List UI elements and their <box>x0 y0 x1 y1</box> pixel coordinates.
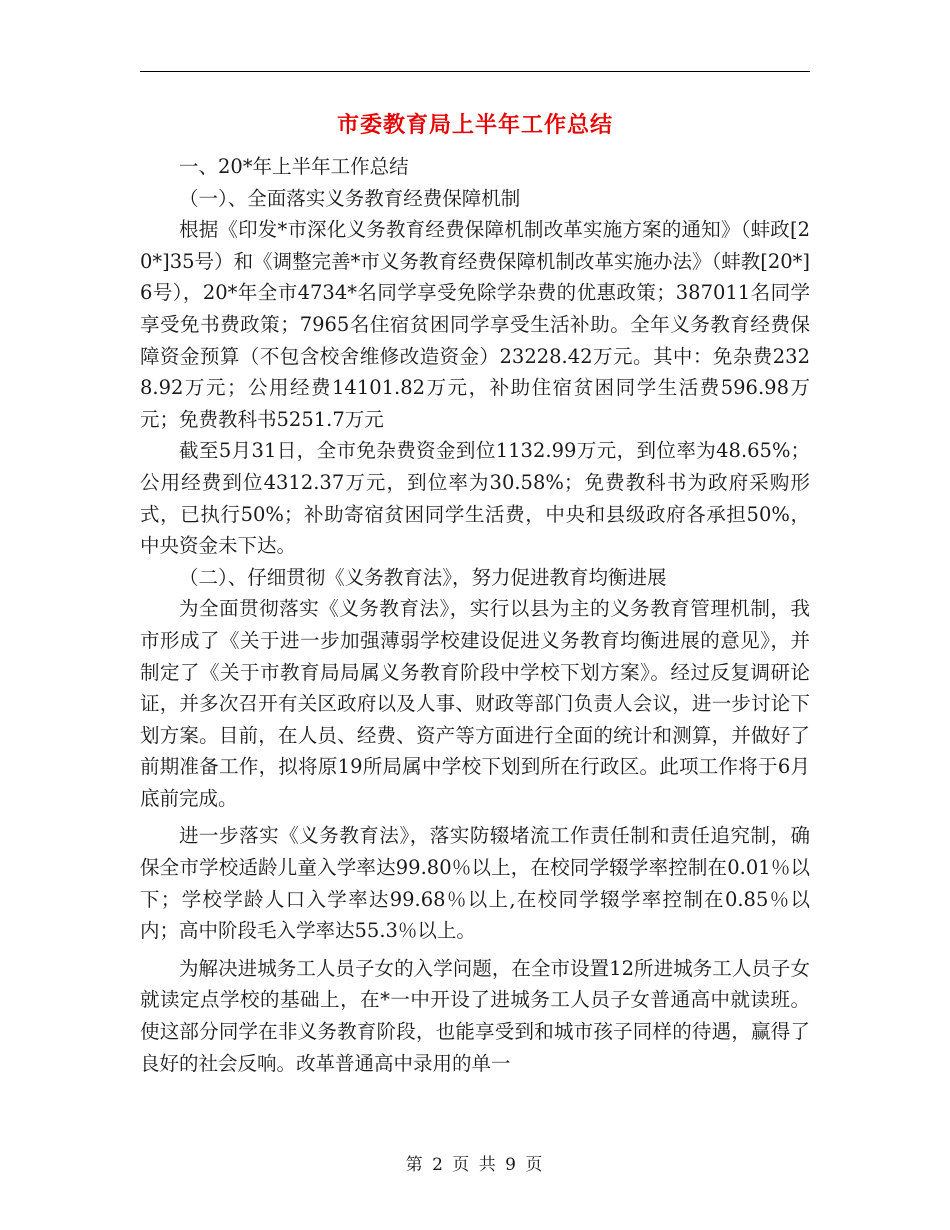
paragraph: 进一步落实《义务教育法》，落实防辍堵流工作责任制和责任追究制，确保全市学校适龄儿童入学率达99.80％以上，在校同学辍学率控制在0.01％以下；学校学龄人口入学率达99.68％以上,在校同学辍学率控制在0.85％以内；高中阶段毛入学率达55.3％以上。 <box>140 824 810 943</box>
header-rule <box>140 71 810 72</box>
section-heading: 一、20*年上半年工作总结 <box>179 155 409 178</box>
page-number-footer: 第 2 页 共 9 页 <box>405 1155 545 1175</box>
subsection-heading: （一）、全面落实义务教育经费保障机制 <box>179 186 521 210</box>
document-body <box>140 151 810 1079</box>
paragraph: 根据《印发*市深化义务教育经费保障机制改革实施方案的通知》（蚌政[20*]35号）和《调整完善*市义务教育经费保障机制改革实施办法》（蚌教[20*]6号），20*年全市4734*名同学享受免除学杂费的优惠政策；387011名同学享受免书费政策；7965名住宿贫困同学享受生活补助。全年义务教育经费保障资金预算（不包含校舍维修改造资金）23228.42万元。其中：免杂费2328.92万元；公用经费14101.82万元，补助住宿贫困同学生活费596.98万元；免费教科书5251.7万元 <box>140 218 810 431</box>
document-title: 市委教育局上半年工作总结 <box>336 112 613 138</box>
subsection-heading: （二）、仔细贯彻《义务教育法》，努力促进教育均衡进展 <box>179 565 667 589</box>
paragraph: 为解决进城务工人员子女的入学问题，在全市设置12所进城务工人员子女就读定点学校的基础上，在*一中开设了进城务工人员子女普通高中就读班。使这部分同学在非义务教育阶段，也能享受到和城市孩子同样的待遇，赢得了良好的社会反响。改革普通高中录用的单一 <box>140 956 810 1075</box>
paragraph: 截至5月31日，全市免杂费资金到位1132.99万元，到位率为48.65%；公用经费到位4312.37万元，到位率为30.58%；免费教科书为政府采购形式，已执行50%；补助寄宿贫困同学生活费，中央和县级政府各承担50%，中央资金未下达。 <box>140 439 810 558</box>
paragraph: 为全面贯彻落实《义务教育法》，实行以县为主的义务教育管理机制，我市形成了《关于进一步加强薄弱学校建设促进义务教育均衡进展的意见》，并制定了《关于市教育局局属义务教育阶段中学校下划方案》。经过反复调研论证，并多次召开有关区政府以及人事、财政等部门负责人会议，进一步讨论下划方案。目前，在人员、经费、资产等方面进行全面的统计和测算，并做好了前期准备工作，拟将原19所局属中学校下划到所在行政区。此项工作将于6月底前完成。 <box>140 597 810 810</box>
